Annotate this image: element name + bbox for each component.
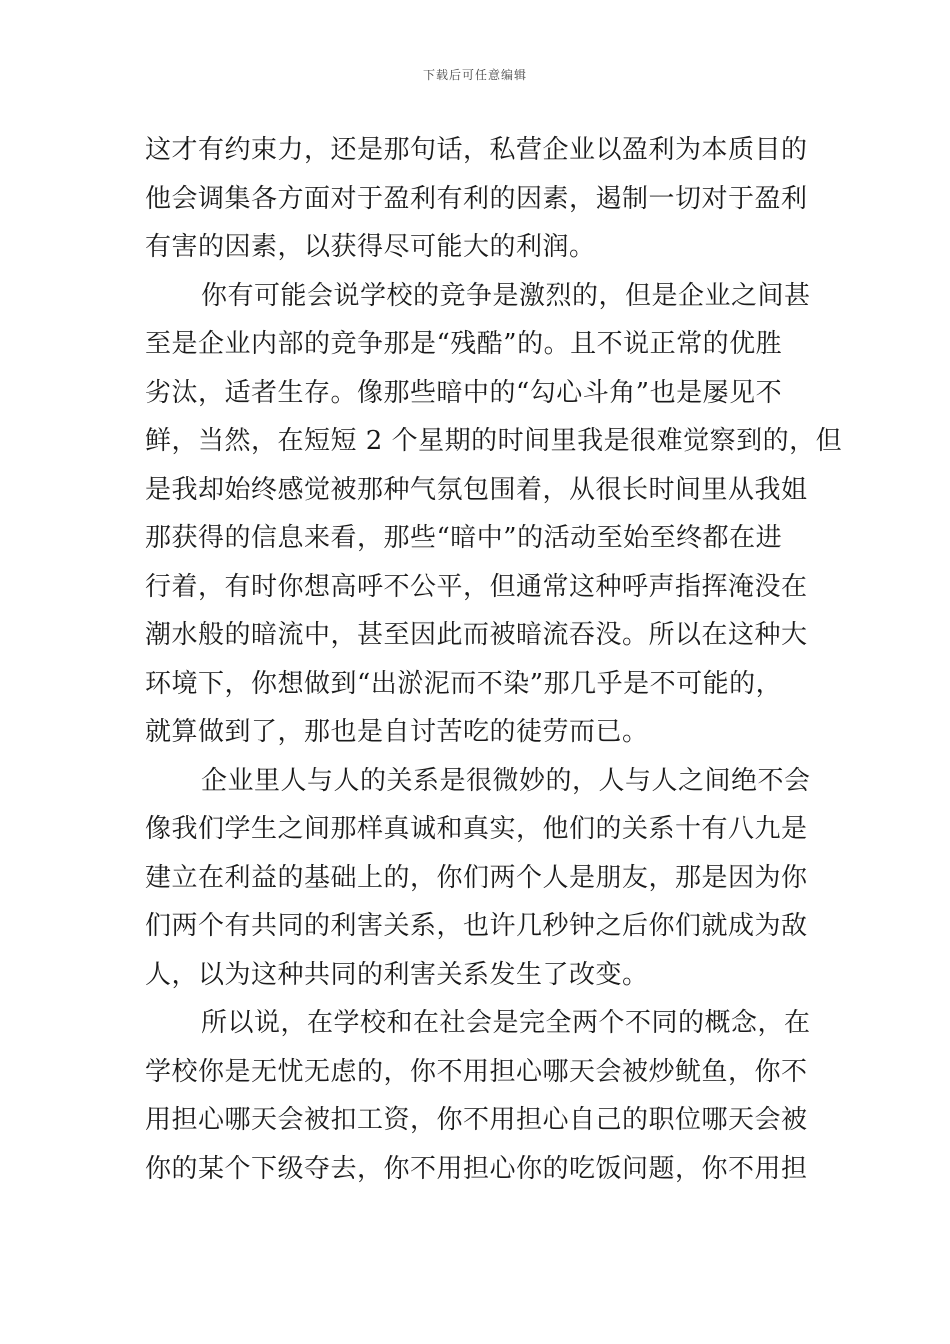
text-line: 是我却始终感觉被那种气氛包围着，从很长时间里从我姐 [145,474,808,505]
text-line: 建立在利益的基础上的，你们两个人是朋友，那是因为你 [145,862,808,893]
text-line: 用担心哪天会被扣工资，你不用担心自己的职位哪天会被 [145,1105,808,1135]
text-line: 劣汰，适者生存。像那些暗中的“勾心斗角”也是屡见不 [145,377,783,408]
text-line: 像我们学生之间那样真诚和真实，他们的关系十有八九是 [145,814,808,844]
text-line: 至是企业内部的竞争那是“残酷”的。且不说正常的优胜 [145,329,783,359]
text-line: 你的某个下级夺去，你不用担心你的吃饭问题，你不用担 [145,1153,808,1184]
paragraph-first-line: 所以说，在学校和在社会是完全两个不同的概念，在 [201,1008,811,1038]
paragraph-first-line: 企业里人与人的关系是很微妙的，人与人之间绝不会 [201,765,811,796]
text-line: 就算做到了，那也是自讨苦吃的徒劳而已。 [145,717,649,747]
text-line: 人，以为这种共同的利害关系发生了改变。 [145,959,649,990]
text-line: 这才有约束力，还是那句话，私营企业以盈利为本质目的 [145,135,808,165]
text-line: 那获得的信息来看，那些“暗中”的活动至始至终都在进 [145,523,783,553]
text-line: 鲜，当然，在短短 2 个星期的时间里我是很难觉察到的，但 [145,426,843,456]
text-line: 有害的因素，以获得尽可能大的利润。 [145,232,596,262]
text-line: 环境下，你想做到“出淤泥而不染”那几乎是不可能的， [145,668,783,699]
text-line: 们两个有共同的利害关系，也许几秒钟之后你们就成为敌 [145,911,808,941]
document-body [145,126,843,1193]
text-line: 潮水般的暗流中，甚至因此而被暗流吞没。所以在这种大 [145,620,808,650]
text-line: 他会调集各方面对于盈利有利的因素，遏制一切对于盈利 [145,183,808,214]
text-line: 行着，有时你想高呼不公平，但通常这种呼声指挥淹没在 [145,571,808,602]
paragraph-first-line: 你有可能会说学校的竞争是激烈的，但是企业之间甚 [201,280,811,311]
page-header: 下载后可任意编辑 [422,68,527,82]
text-line: 学校你是无忧无虑的，你不用担心哪天会被炒鱿鱼，你不 [145,1056,808,1087]
